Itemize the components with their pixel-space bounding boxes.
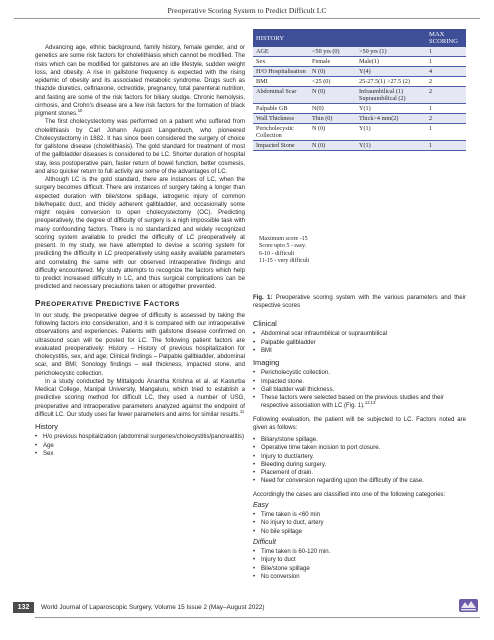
list-item: • Time taken is <60 min — [253, 511, 466, 519]
paragraph: In our study, the preoperative degree of difficulty is assessed by taking the following factors into consideration, and it is compared with our intraoperative observations and experiences. Patients with gallstone disease confirmed on ultrasound scan will be posted for LC. The following patient factors are evaluated preoperatively: History – History of previous hospitalization for cholecystitis, sex, and age; Clinical findings – Palpable gallbladder, abdominal scar, and BMI; Sonology findings – wall thickness, impacted stone, and pericholecystic collection. — [35, 312, 245, 377]
difficult-list — [253, 548, 466, 581]
cell-factor: Palpable GB — [253, 104, 309, 114]
cell-option-b: Y(4) — [356, 67, 426, 77]
table-row — [253, 124, 466, 141]
publisher-logo-icon — [457, 596, 480, 614]
footer-rule — [35, 617, 480, 618]
list-item: • No conversion — [253, 573, 466, 581]
list-item: • Bile/stone spillage — [253, 565, 466, 573]
paragraph: Advancing age, ethnic background, family history, female gender, and or genetics are some risk factors for cholelithiasis which cannot be modified. The risks which can be modified for gallstones are an idle lifestyle, sudden weight loss, and obesity. A rise in gallstone frequency is expected with the rising epidemic of obesity and its associated metabolic syndrome. Drugs such as thiazide diuretics, ceftriaxone, octreotide, pregnancy, total parenteral nutrition, and fasting are some of the risk factors for biliary sludge. Chronic hemolysis, cirrhosis, and Crohn's disease are a few risk factors for the formation of black pigment stones.$^{10}$ — [35, 45, 245, 117]
reference: 12,13 — [364, 400, 376, 406]
cell-factor: Impacted Stone — [253, 141, 309, 151]
paragraph: In a study conducted by Mittalgodu Anantha Krishna et al. at Kasturba Medical College, Manipal University, Mangaluru, which tried to establish a predictive scoring method for difficult LC, they used a number of USG, preoperative and intraoperative parameters analyzed against the endpoint of difficult LC. Our study uses far fewer parameters and aims for similar results.$^{11}$ — [35, 378, 245, 418]
figure-caption — [253, 294, 466, 311]
list-item: • Sex — [35, 450, 245, 458]
paragraph: The first cholecystectomy was performed on a patient who suffered from cholelithiasis by Carl Johann August Langenbuch, who pioneered Cholecystectomy in 1882. It has since been considered the surgery of choice for gallstone disease (cholelithiasis). The gold standard for treatment of most of the gallbladder diseases is considered to be LC. Shorter duration of hospital stay, less postoperative pain, faster return of bowel function, better cosmesis, and also quicker return to full activity are some of the advantages of LC. — [35, 119, 245, 175]
cell-factor: AGE — [253, 47, 309, 57]
cell-factor: Abdominal Scar — [253, 87, 309, 104]
factors-list — [253, 436, 466, 486]
cell-option-a: <25 (0) — [309, 77, 356, 87]
list-item: • Injury to duct — [253, 556, 466, 564]
cell-option-a: N(0) — [309, 104, 356, 114]
journal-footer: World Journal of Laparoscopic Surgery, Volume 15 Issue 2 (May–August 2022) — [41, 604, 265, 611]
easy-list — [253, 511, 466, 536]
cell-factor: BMI — [253, 77, 309, 87]
score-note: 6-10 - difficult — [259, 250, 295, 257]
table-row — [253, 77, 466, 87]
table-header-max: MAX SCORING — [426, 29, 466, 47]
cell-max: 1 — [426, 141, 466, 151]
cell-option-b: 25-27.5(1) >27.5 (2) — [356, 77, 426, 87]
cell-option-b: Y(1) — [356, 124, 426, 141]
cell-option-b: Infraumbilical (1) Supraumbilical (2) — [356, 87, 426, 104]
cell-option-b: >50 yrs (1) — [356, 47, 426, 57]
clinical-heading: Clinical — [253, 319, 277, 328]
table-row — [253, 57, 466, 67]
cell-factor: Pericholecystic Collection — [253, 124, 309, 141]
history-list — [35, 433, 245, 458]
cell-option-a: Female — [309, 57, 356, 67]
list-item: • Impacted stone. — [253, 378, 466, 386]
list-item: • Placement of drain. — [253, 469, 466, 477]
cell-factor: Wall Thickness — [253, 114, 309, 124]
cell-option-a: Thin (0) — [309, 114, 356, 124]
list-item: • Biliary/stone spillage. — [253, 436, 466, 444]
table-header-history: HISTORY — [253, 29, 426, 47]
cell-max: 4 — [426, 67, 466, 77]
list-item: • Time taken is 60-120 min. — [253, 548, 466, 556]
list-item: • No bile spillage — [253, 528, 466, 536]
cell-option-a: N (0) — [309, 141, 356, 151]
list-item: • Gall bladder wall thickness. — [253, 386, 466, 394]
table-row — [253, 141, 466, 151]
paragraph: Following evaluation, the patient will be subjected to LC. Factors noted are given as follows: — [253, 416, 466, 431]
table-row — [253, 114, 466, 124]
cell-max: 2 — [426, 114, 466, 124]
difficult-heading: Difficult — [253, 538, 276, 546]
running-head: Preoperative Scoring System to Predict Difficult LC — [167, 6, 327, 15]
reference: 11 — [239, 408, 245, 414]
list-item: • Pericholecystic collection. — [253, 369, 466, 377]
list-item: • No injury to duct, artery — [253, 519, 466, 527]
list-item: • Abdominal scar infraumbilical or supraumbilical — [253, 330, 466, 338]
cell-max: 2 — [426, 87, 466, 104]
right-column — [253, 320, 466, 581]
easy-heading: Easy — [253, 501, 269, 509]
list-item: • Palpable gallbladder — [253, 339, 466, 347]
section-heading: PREOPERATIVE PREDICTIVE FACTORS — [35, 298, 180, 308]
clinical-list — [253, 330, 466, 355]
reference: 10 — [77, 108, 83, 113]
cell-max: 1 — [426, 104, 466, 114]
cell-max: 2 — [426, 77, 466, 87]
list-item: • Bleeding during surgery. — [253, 461, 466, 469]
cell-option-b: Male(1) — [356, 57, 426, 67]
cell-option-a: N (0) — [309, 124, 356, 141]
header-rule — [14, 18, 480, 19]
cell-factor: H/O Hospitalisation — [253, 67, 309, 77]
list-item: • Age — [35, 442, 245, 450]
cell-max: 1 — [426, 57, 466, 67]
table-row — [253, 47, 466, 57]
cell-option-a: <50 yrs (0) — [309, 47, 356, 57]
table-row — [253, 104, 466, 114]
score-note: 11-15 - very difficult — [259, 258, 310, 265]
cell-max: 1 — [426, 124, 466, 141]
score-note: Maximum score -15 — [259, 236, 308, 242]
caption-text: Preoperative scoring system with the various parameters and their respective scores — [253, 295, 466, 310]
cell-option-a: N (0) — [309, 67, 356, 77]
paragraph: Accordingly the cases are classified into one of the following categories: — [253, 491, 446, 498]
cell-factor: Sex — [253, 57, 309, 67]
caption-label: Fig. 1: — [253, 295, 273, 301]
list-item: • Need for conversion regarding upon the difficulty of the case. — [253, 477, 466, 485]
list-item: • BMI — [253, 347, 466, 355]
history-heading: History — [35, 422, 58, 431]
score-note: Score upto 5 - easy. — [259, 243, 307, 250]
page-number: 132 — [13, 602, 34, 613]
list-item: • Operative time taken incision to port closure. — [253, 444, 466, 452]
cell-option-a: N (0) — [309, 87, 356, 104]
cell-option-b: Y(1) — [356, 104, 426, 114]
paragraph: Although LC is the gold standard, there are instances of LC, when the surgery becomes difficult. There are instances of surgery taking a longer than expected duration with bile/stone spillage, iatrogenic injury of common bile/hepatic duct, and thickly adherent gallbladder, and occasionally some might require conversion to open cholecystectomy (OC). Predicting preoperatively, the degree of difficulty of surgery is a nigh impossible task with many confounding factors. There is no standardized and widely recognized scoring system available to predict the difficulty of LC preoperatively at present. In my study, we have attempted to devise a scoring system for predicting the difficulty in LC preoperatively using easily available parameters and correlating the same with our observed intraoperative findings and difficulty encountered. My study attempts to recognize the factors which help to predict increased difficulty in LC, and thus surgical complications can be predicted and necessary precautions taken or altogether prevented. — [35, 177, 245, 291]
score-figure — [253, 29, 466, 287]
score-notes — [259, 236, 309, 266]
imaging-heading: Imaging — [253, 358, 280, 367]
table-header-row — [253, 29, 466, 47]
cell-max: 1 — [426, 47, 466, 57]
cell-option-b: Y(1) — [356, 141, 426, 151]
table-row — [253, 67, 466, 77]
scoring-table — [253, 29, 466, 151]
table-row — [253, 87, 466, 104]
cell-option-b: Thick>4 mm(2) — [356, 114, 426, 124]
list-item: • H/o previous hospitalization (abdominal surgeries/cholecystitis/pancreatitis) — [35, 433, 245, 441]
left-column — [35, 44, 245, 458]
list-item: • Injury to duct/artery. — [253, 453, 466, 461]
list-item: • These factors were selected based on the previous studies and their respective association with LC (Fig. 1).$^{12,13}$ — [253, 394, 466, 411]
imaging-list — [253, 369, 466, 410]
